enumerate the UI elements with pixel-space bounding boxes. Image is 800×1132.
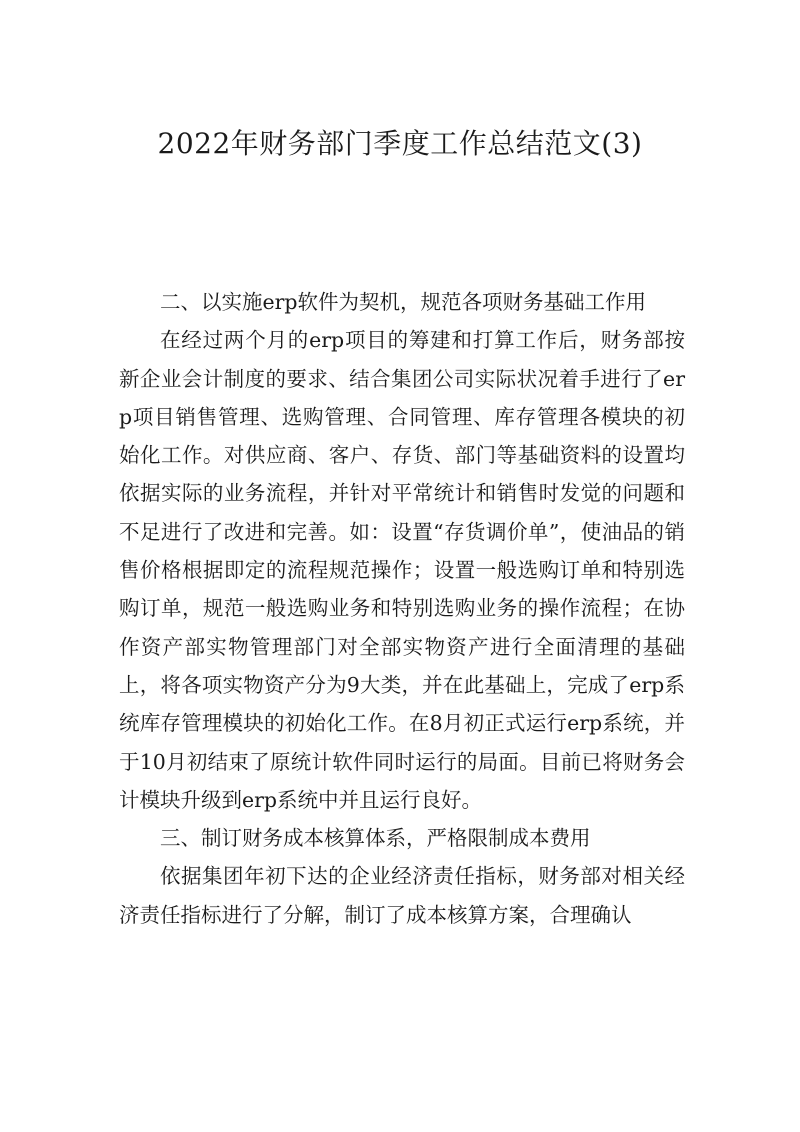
section-heading-3: 三、制订财务成本核算体系，严格限制成本费用 xyxy=(160,826,591,851)
section-paragraph-2: 在经过两个月的erp项目的筹建和打算工作后，财务部按新企业会计制度的要求、结合集团公司实际状况着手进行了erp项目销售管理、选购管理、合同管理、库存管理各模块的初始化工作。对供应商、客户、存货、部门等基础资料的设置均依据实际的业务流程，并针对平常统计和销售时发觉的问题和不足进行了改进和完善。如：设置“存货调价单”，使油品的销售价格根据即定的流程规范操作；设置一般选购订单和特别选购订单，规范一般选购业务和特别选购业务的操作流程；在协作资产部实物管理部门对全部实物资产进行全面清理的基础上，将各项实物资产分为9大类，并在此基础上，完成了erp系统库存管理模块的初始化工作。在8月初正式运行erp系统，并于10月初结束了原统计软件同时运行的局面。目前已将财务会计模块升级到erp系统中并且运行良好。 xyxy=(119,328,685,812)
document-body xyxy=(119,283,685,934)
section-paragraph-3: 依据集团年初下达的企业经济责任指标，财务部对相关经济责任指标进行了分解，制订了成本核算方案，合理确认 xyxy=(119,864,685,927)
document-title: 2022年财务部门季度工作总结范文(3) xyxy=(157,127,643,160)
section-heading-2: 二、以实施erp软件为契机，规范各项财务基础工作用 xyxy=(160,290,647,314)
